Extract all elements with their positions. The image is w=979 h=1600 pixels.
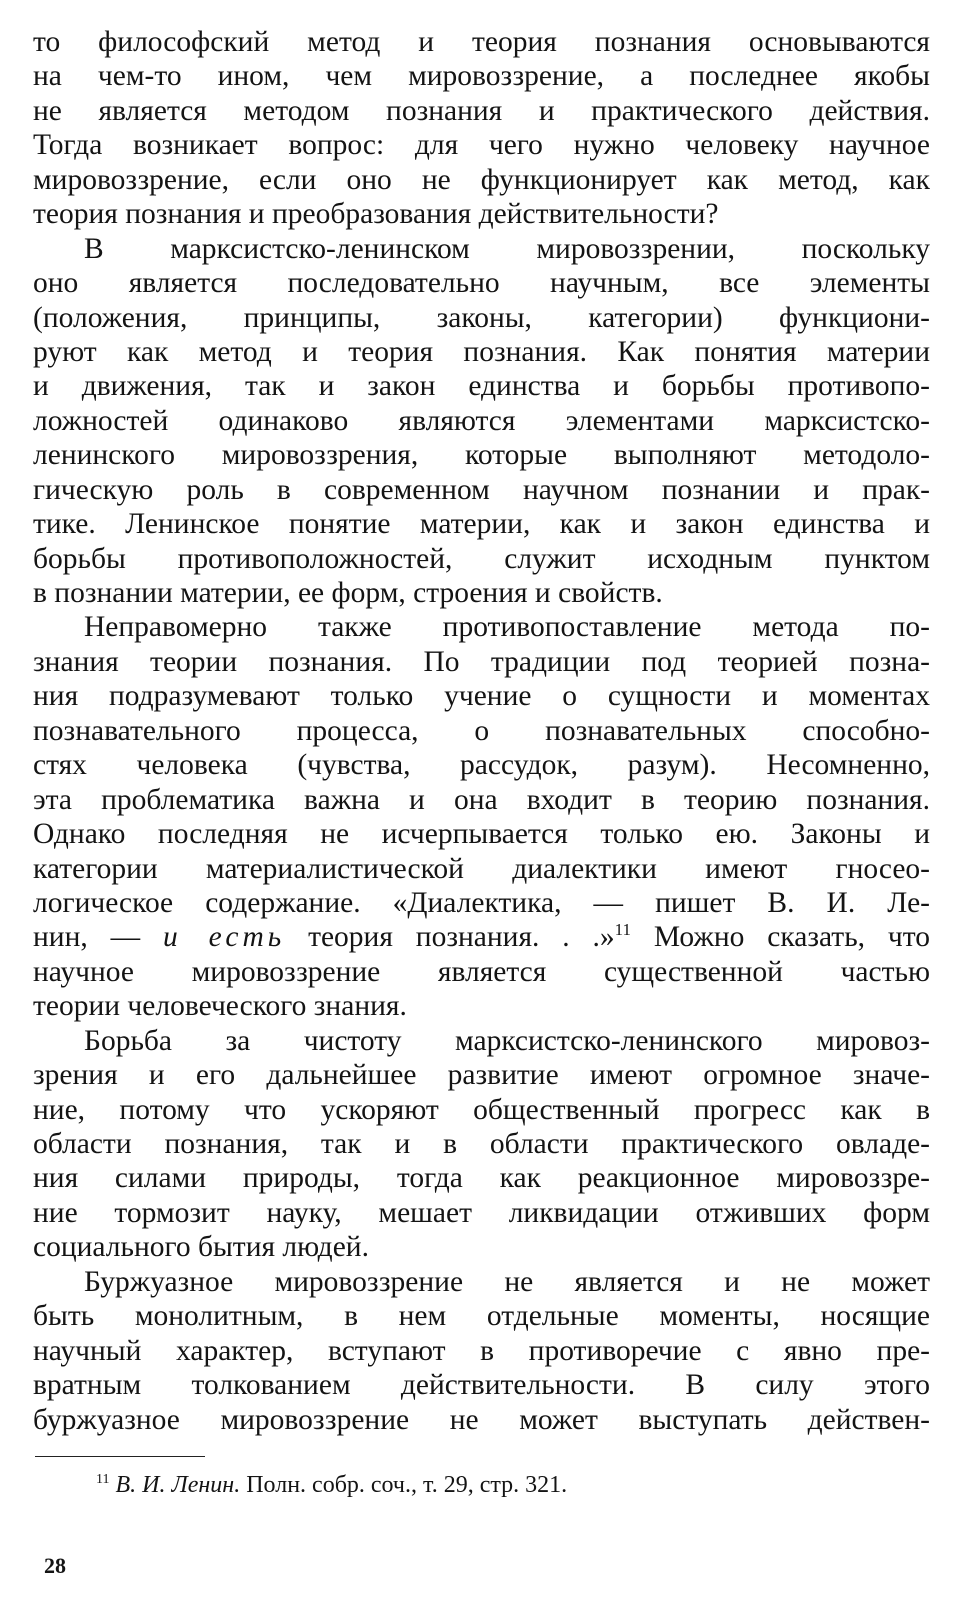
text-line: Неправомерно также противопоставление метода по- [84, 611, 930, 644]
text-line: ния силами природы, тогда как реакционное мировоззре- [33, 1162, 930, 1195]
text-line: ленинского мировоззрения, которые выполняют методоло- [33, 439, 930, 472]
text-line: познавательного процесса, о познавательных способно- [33, 714, 930, 747]
text-line: эта проблематика важна и она входит в теорию познания. [33, 783, 930, 816]
text-line: социального бытия людей. [33, 1231, 369, 1264]
text-line: и движения, так и закон единства и борьбы противопо- [33, 370, 930, 403]
footnote-marker: 11 [96, 1472, 110, 1487]
text-line: на чем-то ином, чем мировоззрение, а последнее якобы [33, 60, 930, 93]
text-line: знания теории познания. По традиции под теорией позна- [33, 645, 930, 678]
text-line: категории материалистической диалектики имеют гносео- [33, 852, 930, 885]
text-line: В марксистско-ленинском мировоззрении, поскольку [84, 232, 930, 265]
text-line: вратным толкованием действительности. В силу этого [33, 1369, 930, 1402]
text-line: не является методом познания и практического действия. [33, 94, 930, 127]
footnote-author: В. И. Ленин. [115, 1472, 241, 1498]
page-number: 28 [44, 1553, 66, 1578]
text-line: руют как метод и теория познания. Как понятия материи [33, 335, 930, 368]
text-line: научное мировоззрение является существенной частью [33, 955, 930, 988]
text-line: Борьба за чистоту марксистско-ленинского мировоз- [84, 1024, 930, 1057]
text-line: области познания, так и в области практического овладе- [33, 1128, 930, 1160]
text-line: ложностей одинаково являются элементами марксистско- [33, 404, 930, 437]
text-line: теория познания и преобразования действительности? [33, 198, 719, 231]
footnote [96, 1470, 567, 1500]
text-line: то философский метод и теория познания основываются [33, 26, 930, 58]
text-line: логическое содержание. «Диалектика, — пишет В. И. Ле- [33, 886, 930, 919]
quote-prefix: нин, — [33, 921, 164, 954]
text-line: зрения и его дальнейшее развитие имеют огромное значе- [33, 1059, 930, 1092]
text-line: стях человека (чувства, рассудок, разум). Несомненно, [33, 749, 930, 782]
text-line: в познании материи, ее форм, строения и свойств. [33, 577, 663, 609]
text-line: ние тормозит науку, мешает ликвидации отживших форм [33, 1196, 930, 1229]
text-line: ния подразумевают только учение о сущности и моментах [33, 680, 930, 713]
quote-suffix: Можно сказать, что [631, 921, 931, 954]
footnote-source: Полн. собр. соч., т. 29, стр. 321. [240, 1472, 568, 1498]
text-line: (положения, принципы, законы, категории) функциони- [33, 301, 930, 334]
text-line: мировоззрение, если оно не функционирует как метод, как [33, 163, 930, 196]
text-line: научный характер, вступают в противоречие с явно пре- [33, 1334, 930, 1367]
body-text [33, 25, 930, 1437]
text-line: буржуазное мировоззрение не может выступать действен- [33, 1403, 930, 1436]
text-line-with-quote [33, 920, 930, 954]
text-line: тике. Ленинское понятие материи, как и закон единства и [33, 508, 930, 541]
footnote-divider [35, 1456, 205, 1457]
text-line: оно является последовательно научным, все элементы [33, 267, 930, 300]
text-line: теории человеческого знания. [33, 990, 407, 1023]
text-line: гическую роль в современном научном познании и прак- [33, 473, 930, 506]
text-line: Тогда возникает вопрос: для чего нужно человеку научное [33, 129, 930, 162]
emphasized-text: и есть [163, 921, 286, 954]
footnote-reference: 11 [614, 920, 632, 940]
text-line: Однако последняя не исчерпывается только ею. Законы и [33, 818, 930, 851]
quote-text: теория познания. . .» [285, 921, 615, 954]
text-line: ние, потому что ускоряют общественный прогресс как в [33, 1093, 930, 1126]
text-line: борьбы противоположностей, служит исходным пунктом [33, 542, 930, 575]
text-line: Буржуазное мировоззрение не является и не может [84, 1265, 930, 1298]
text-line: быть монолитным, в нем отдельные моменты, носящие [33, 1300, 930, 1333]
